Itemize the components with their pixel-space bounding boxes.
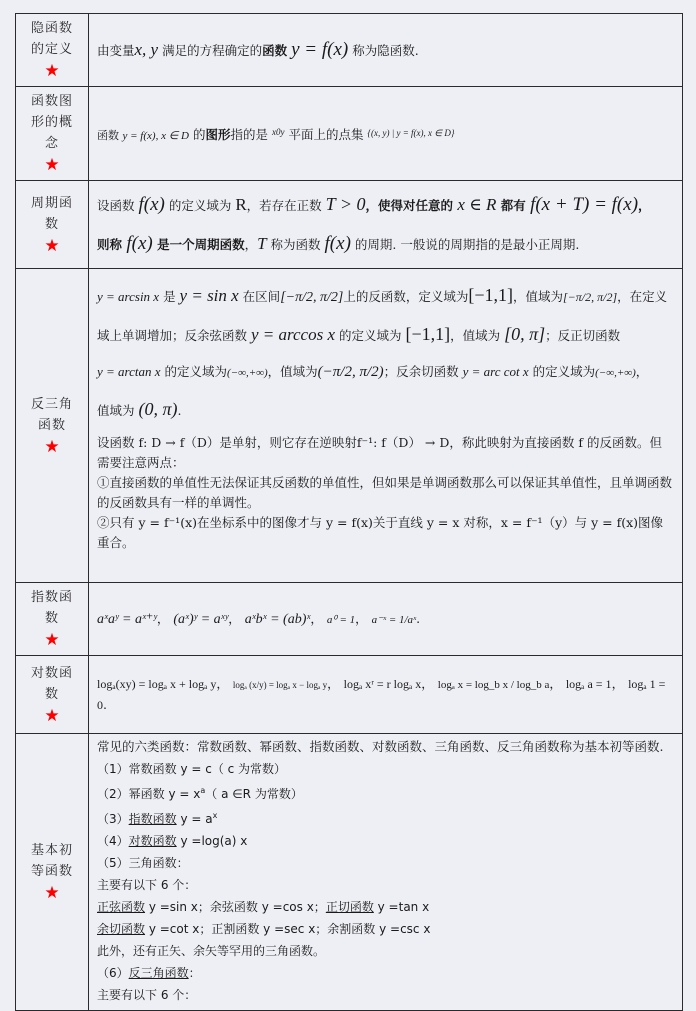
link-exponential-function[interactable]: 指数函数 xyxy=(128,812,177,826)
formula: x0y xyxy=(271,126,285,137)
separator: ， xyxy=(421,676,434,691)
formula: (−π/2, π/2) xyxy=(317,364,384,380)
formula: [−π/2, π/2] xyxy=(280,290,344,305)
row-periodic-function xyxy=(16,181,683,269)
star-icon: ★ xyxy=(44,883,60,903)
text: （1）常数函数 y = c（ c 为常数） xyxy=(97,762,287,776)
text: （6） xyxy=(97,966,129,980)
function-definitions-table xyxy=(15,13,683,1011)
row-exponential-function xyxy=(16,583,683,656)
bold-term: 则称 xyxy=(97,237,127,252)
list-item xyxy=(97,758,674,780)
label-line: 函数图 xyxy=(30,94,73,109)
superscript: a xyxy=(200,786,206,795)
label-line: 隐函数 xyxy=(30,21,73,36)
separator: ， xyxy=(156,610,170,626)
row-implicit-function xyxy=(16,14,683,87)
separator: ， xyxy=(216,676,229,691)
label-line: 对数函 xyxy=(30,665,73,681)
label-line: 念 xyxy=(44,136,59,151)
formula: y = f(x) xyxy=(291,38,349,60)
link-cotangent-function[interactable]: 余切函数 xyxy=(97,922,146,936)
label-line: 等函数 xyxy=(30,864,73,879)
text: 的 xyxy=(188,126,206,142)
formula: [−1,1] xyxy=(468,285,513,305)
formula: [0, π] xyxy=(504,324,546,344)
text: . xyxy=(177,403,182,418)
list-item xyxy=(97,780,674,805)
text: （4） xyxy=(97,834,129,848)
text: ，值域为 xyxy=(513,289,564,304)
text: 函数 xyxy=(97,128,123,142)
text: 值域为 xyxy=(97,403,139,418)
label-line: 的定义 xyxy=(30,42,73,57)
row-content xyxy=(89,734,683,1011)
separator: ， xyxy=(611,676,625,691)
note-2: ②只有 y = f⁻¹(x)在坐标系中的图像才与 y = f(x)关于直线 y = x 对称，x = f⁻¹（y）与 y = f(x)图像重合。 xyxy=(97,515,664,550)
link-sine-function[interactable]: 正弦函数 xyxy=(97,900,146,914)
label-line: 基本初 xyxy=(30,843,73,858)
text: 平面上的点集 xyxy=(284,126,368,142)
inv-intro: 主要有以下 6 个： xyxy=(97,988,197,1002)
text: ， xyxy=(244,237,258,252)
superscript: x xyxy=(212,811,218,820)
star-icon: ★ xyxy=(44,705,60,726)
text: 指的是 xyxy=(230,126,272,142)
formula: (0, π) xyxy=(138,399,178,419)
bold-term: 函数 xyxy=(262,42,288,58)
formula: logₐ a = 1 xyxy=(565,677,612,691)
label-line: 反三角 xyxy=(30,396,73,412)
text: 设函数 xyxy=(97,198,139,213)
text: ；反余切函数 xyxy=(383,364,463,379)
note-1: ①直接函数的单值性无法保证其反函数的单值性，但如果是单调函数那么可以保证其单值性，且单调函数的反函数具有一样的单调性。 xyxy=(97,475,673,510)
separator: . xyxy=(103,697,107,712)
text: 由变量 xyxy=(97,42,135,58)
label-line: 函数 xyxy=(37,417,66,433)
formula: y = arc cot x xyxy=(462,364,529,379)
row-label xyxy=(16,14,89,87)
text: ，在定义域上单调增加；反余弦函数 xyxy=(97,289,668,343)
link-tangent-function[interactable]: 正切函数 xyxy=(325,900,374,914)
formula: a⁻ˣ = 1/aˣ xyxy=(371,613,417,626)
row-content xyxy=(89,269,683,583)
text: ，值域为 xyxy=(267,364,318,379)
formula: f(x + T) = f(x) xyxy=(530,194,639,215)
separator: ， xyxy=(549,676,562,691)
inverse-function-definition: 设函数 f: D → f（D）是单射，则它存在逆映射f⁻¹: f（D） → D，称此映射为直接函数 f 的反函数。但需要注意两点： xyxy=(97,435,662,470)
bold-term: 是一个周期函数 xyxy=(152,237,245,252)
text: 的定义域为 xyxy=(335,328,406,343)
star-icon: ★ xyxy=(44,436,60,457)
text: （ a ∈R 为常数） xyxy=(205,787,303,801)
formula: f(x) xyxy=(324,233,351,254)
text: 称为隐函数. xyxy=(348,42,419,58)
formula: y = f(x), x ∈ D xyxy=(122,129,189,142)
row-inverse-trig xyxy=(16,269,683,583)
star-icon: ★ xyxy=(44,235,60,256)
row-label xyxy=(16,181,89,269)
list-item xyxy=(97,852,674,874)
list-item xyxy=(97,830,674,852)
content-line xyxy=(97,185,674,225)
row-logarithm-function xyxy=(16,656,683,734)
formula: f(x) xyxy=(138,194,165,215)
row-label xyxy=(16,269,89,583)
text: 是 xyxy=(159,289,180,304)
label-line: 指数函 xyxy=(30,590,73,605)
separator: . xyxy=(416,610,421,626)
text: ，若存在正数 xyxy=(246,198,326,213)
formula: logₐ(xy) = logₐ x + logₐ y xyxy=(97,677,217,691)
text: 上的反函数，定义域为 xyxy=(343,289,469,304)
label-line: 周期函 xyxy=(30,195,73,211)
formula: (−∞,+∞) xyxy=(595,367,636,379)
formula: y = arctan x xyxy=(97,364,161,379)
formula: y = arccos x xyxy=(250,325,335,344)
label-line: 数 xyxy=(44,216,59,232)
star-icon: ★ xyxy=(44,61,60,81)
row-content xyxy=(89,14,683,87)
trig-note: 此外，还有正矢、余矢等罕用的三角函数。 xyxy=(97,944,326,958)
text: （5）三角函数： xyxy=(97,856,189,870)
bold-term: ，使得对任意的 xyxy=(365,198,458,213)
inverse-trig-paragraph-1 xyxy=(97,277,674,354)
formula: aˣbˣ = (ab)ˣ xyxy=(244,611,311,627)
text: y =cot x；正割函数 y =sec x；余割函数 y =csc x xyxy=(145,922,431,936)
text: （3） xyxy=(97,812,129,826)
list-item xyxy=(97,962,674,984)
text: 的周期. 一般说的周期指的是最小正周期. xyxy=(350,237,580,252)
bold-term: 都有 xyxy=(496,198,531,213)
text: y = a xyxy=(176,812,213,826)
text: 在区间 xyxy=(238,289,281,304)
row-function-graph xyxy=(16,87,683,181)
text: 的定义域为 xyxy=(160,364,228,379)
text: ： xyxy=(188,966,201,980)
separator: ， xyxy=(310,610,323,626)
separator: ， xyxy=(355,610,368,626)
star-icon: ★ xyxy=(44,155,60,175)
formula: logₐ xʳ = r logₐ x xyxy=(343,677,422,691)
trig-line-1 xyxy=(97,896,674,918)
separator: ， xyxy=(228,610,241,626)
formula: f(x) xyxy=(126,233,153,254)
text: ；反正切函数 xyxy=(545,328,621,343)
row-label xyxy=(16,656,89,734)
separator: ， xyxy=(327,676,340,691)
formula: (aˣ)ʸ = aˣʸ xyxy=(173,611,229,627)
text: （2）幂函数 y = x xyxy=(97,787,201,801)
row-label xyxy=(16,734,89,1011)
link-inverse-trig-function[interactable]: 反三角函数 xyxy=(128,966,189,980)
text: y =tan x xyxy=(373,900,430,914)
formula: T xyxy=(257,234,267,253)
row-content xyxy=(89,656,683,734)
row-content xyxy=(89,181,683,269)
formula: R xyxy=(235,195,247,214)
formula: logₐ (x/y) = logₐ x − logₐ y xyxy=(232,680,328,690)
row-label xyxy=(16,87,89,181)
row-content xyxy=(89,87,683,181)
inverse-trig-paragraph-2 xyxy=(97,354,674,429)
row-basic-elementary-functions xyxy=(16,734,683,1011)
formula: aˣaʸ = aˣ⁺ʸ xyxy=(97,611,157,627)
label-line: 数 xyxy=(44,686,59,702)
formula: x ∈ R xyxy=(457,195,497,214)
text: 满足的方程确定的 xyxy=(158,42,263,58)
list-item xyxy=(97,805,674,830)
row-content xyxy=(89,583,683,656)
trig-intro: 主要有以下 6 个： xyxy=(97,878,197,892)
formula: {(x, y) | y = f(x), x ∈ D} xyxy=(367,127,455,138)
text: y =sin x；余弦函数 y =cos x； xyxy=(145,900,326,914)
formula: logₐ 1 = 0 xyxy=(97,677,666,712)
formula: [−π/2, π/2] xyxy=(563,290,618,304)
label-line: 形的概 xyxy=(30,115,73,130)
text: ， xyxy=(638,198,651,213)
trig-line-2 xyxy=(97,918,674,940)
formula: [−1,1] xyxy=(405,324,451,344)
text: 称为函数 xyxy=(266,237,325,252)
text: ，值域为 xyxy=(450,328,505,343)
text: 的定义域为 xyxy=(528,364,596,379)
formula: (−∞,+∞) xyxy=(227,367,268,379)
formula: T > 0 xyxy=(325,194,366,214)
formula: y = arcsin x xyxy=(97,289,160,304)
formula: logₐ x = log_b x / log_b a xyxy=(437,679,550,691)
content-line xyxy=(97,225,674,264)
text: 的定义域为 xyxy=(164,198,236,213)
formula: x, y xyxy=(134,39,159,59)
intro-text: 常见的六类函数：常数函数、幂函数、指数函数、对数函数、三角函数、反三角函数称为基本初等函数. xyxy=(97,739,664,754)
bold-term: 图形 xyxy=(205,126,231,142)
link-logarithm-function[interactable]: 对数函数 xyxy=(128,834,177,848)
row-label xyxy=(16,583,89,656)
text: y =log(a) x xyxy=(176,834,248,848)
label-line: 数 xyxy=(44,611,59,626)
text: ， xyxy=(635,364,649,379)
star-icon: ★ xyxy=(44,630,60,650)
formula: a⁰ = 1 xyxy=(326,613,356,626)
formula: y = sin x xyxy=(179,286,239,305)
